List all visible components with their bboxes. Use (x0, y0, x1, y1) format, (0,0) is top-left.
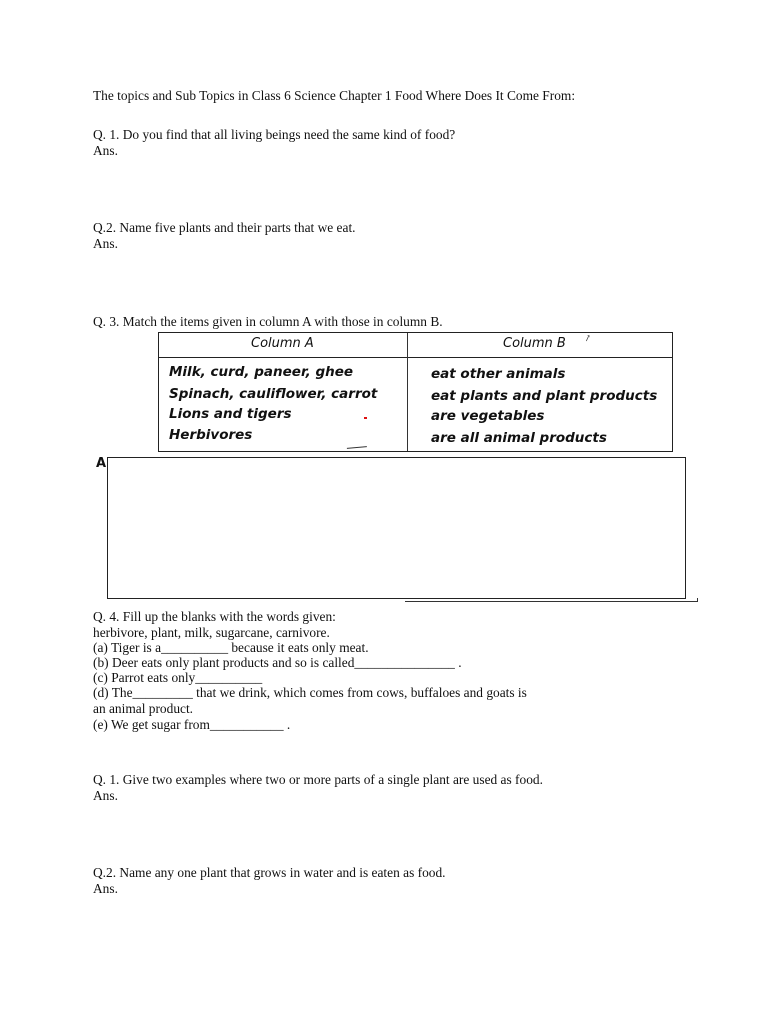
column-b-item: are vegetables (431, 408, 545, 424)
column-b-item: are all animal products (431, 430, 607, 446)
q2-answer: Ans. (93, 236, 118, 251)
column-a-header: Column A (251, 336, 314, 351)
column-divider (407, 333, 408, 451)
column-a-item: Milk, curd, paneer, ghee (169, 364, 354, 380)
column-a-item: Lions and tigers (169, 406, 292, 422)
q6-question: Q.2. Name any one plant that grows in water and is eaten as food. (93, 865, 446, 880)
stray-letter: A (96, 456, 107, 471)
q3-question: Q. 3. Match the items given in column A with those in column B. (93, 314, 443, 329)
q4-question: Q. 4. Fill up the blanks with the words given: (93, 609, 336, 624)
q4-item-d-cont: an animal product. (93, 701, 194, 716)
pen-scribble (347, 446, 367, 452)
column-a-item: Herbivores (169, 427, 253, 443)
q4-item-a: (a) Tiger is a__________ because it eats only meat. (93, 640, 369, 655)
q6-answer: Ans. (93, 881, 118, 896)
q4-item-c: (c) Parrot eats only__________ (93, 670, 263, 685)
match-table (158, 332, 673, 452)
q4-item-d: (d) The_________ that we drink, which comes from cows, buffaloes and goats is (93, 685, 527, 700)
q1-question: Q. 1. Do you find that all living beings need the same kind of food? (93, 127, 456, 142)
q1-answer: Ans. (93, 143, 118, 158)
q4-item-b: (b) Deer eats only plant products and so is called_______________ . (93, 655, 462, 670)
q4-word-bank: herbivore, plant, milk, sugarcane, carnivore. (93, 625, 330, 640)
red-pen-mark (364, 417, 367, 419)
column-b-header: Column B (503, 336, 566, 351)
column-b-item: eat other animals (431, 366, 566, 382)
answer-box[interactable] (107, 457, 686, 599)
pen-mark: ↗ (582, 332, 594, 345)
q5-question: Q. 1. Give two examples where two or more parts of a single plant are used as food. (93, 772, 543, 787)
column-b-item: eat plants and plant products (431, 388, 658, 404)
q2-question: Q.2. Name five plants and their parts that we eat. (93, 220, 356, 235)
q5-answer: Ans. (93, 788, 118, 803)
column-a-item: Spinach, cauliflower, carrot (169, 386, 378, 402)
header-rule (159, 357, 672, 358)
header-line: The topics and Sub Topics in Class 6 Science Chapter 1 Food Where Does It Come From: (93, 88, 576, 103)
q4-item-e: (e) We get sugar from___________ . (93, 717, 291, 732)
